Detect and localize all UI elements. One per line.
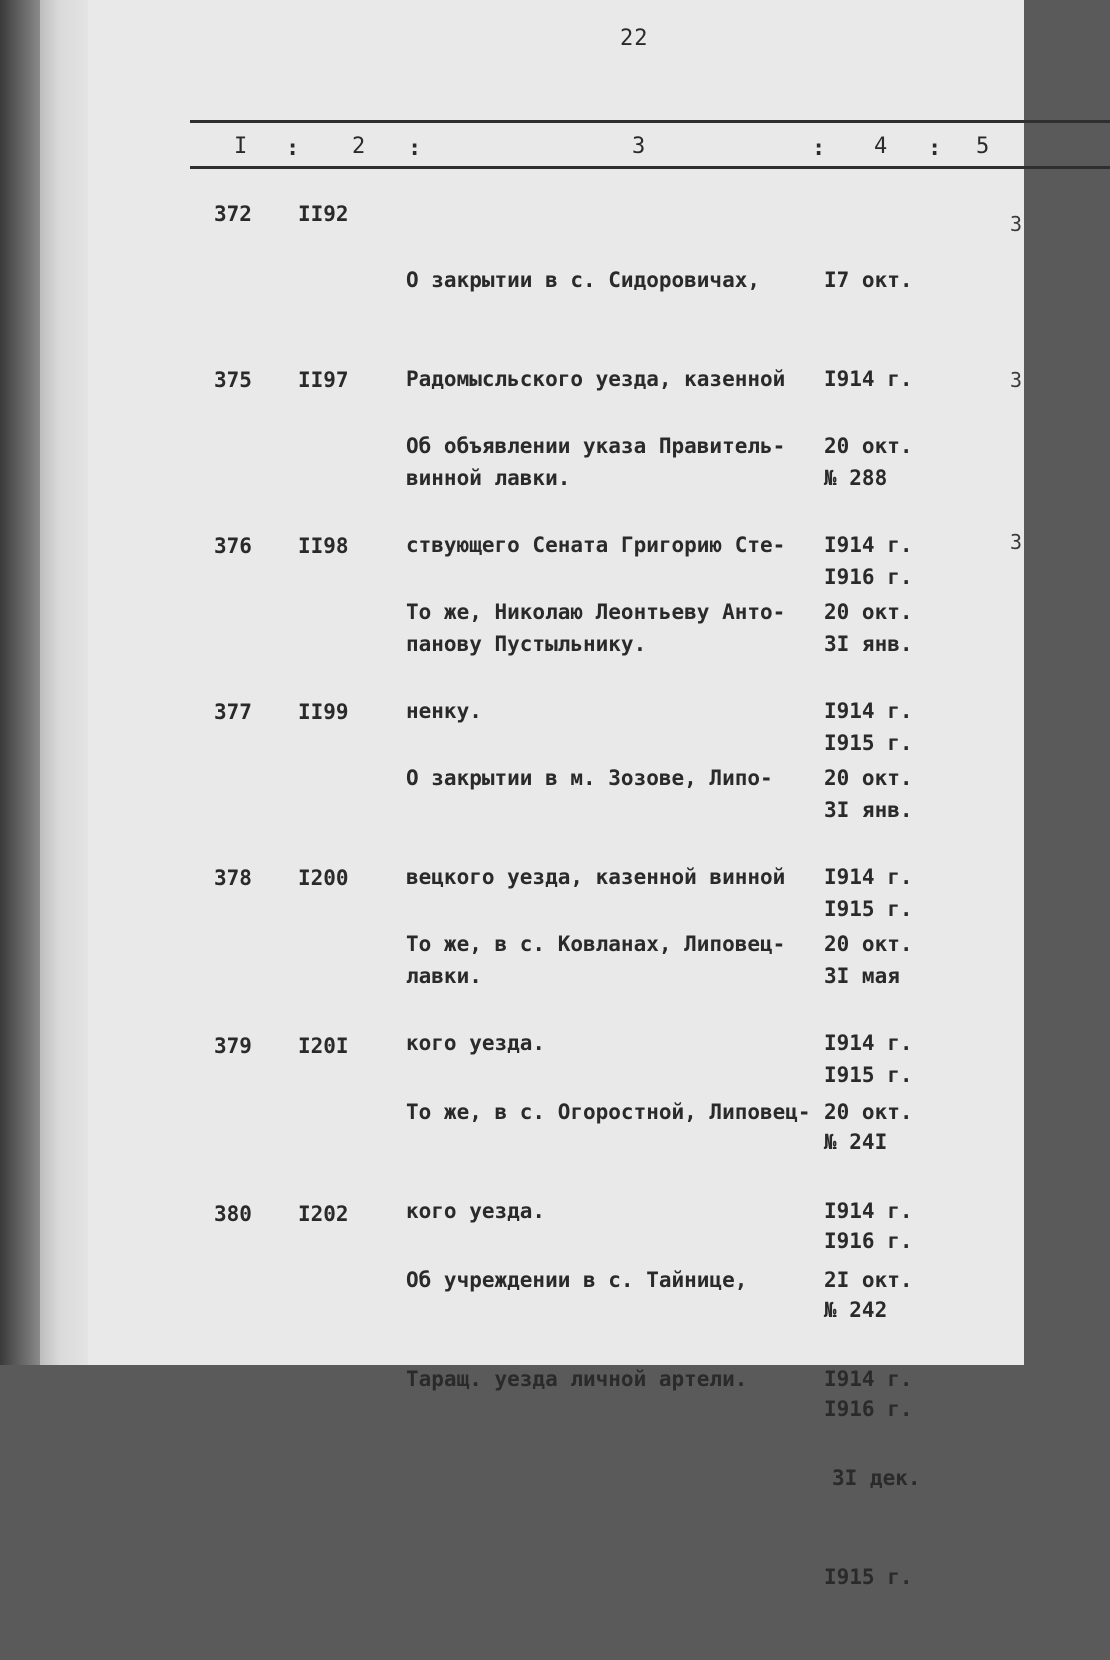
description-line: Об объявлении указа Правитель-: [406, 434, 786, 458]
description-line: То же, Николаю Леонтьеву Анто-: [406, 600, 786, 624]
date-line: I914 г.: [824, 367, 913, 391]
description-line: ненку.: [406, 699, 482, 723]
entry-reference: I202: [298, 1202, 349, 1226]
description-line: ствующего Сената Григорию Сте-: [406, 533, 786, 557]
description-line: То же, в с. Ковланах, Липовец-: [406, 932, 786, 956]
entry-number: 378: [214, 866, 252, 890]
description-line: винной лавки.: [406, 466, 571, 490]
entry-reference: II97: [298, 368, 349, 392]
description-line: лавки.: [406, 964, 482, 988]
entry-number: 375: [214, 368, 252, 392]
description-line: вецкого уезда, казенной винной: [406, 865, 786, 889]
description-line: кого уезда.: [406, 1199, 546, 1223]
date-line: № 24I: [824, 1130, 888, 1154]
binder-edge: [0, 0, 40, 1365]
entry-number: 377: [214, 700, 252, 724]
entry-reference: II99: [298, 700, 349, 724]
margin-mark: 3: [1010, 368, 1023, 392]
column-header-2: 2: [352, 134, 366, 159]
entry-reference: I200: [298, 866, 349, 890]
column-separator: :: [812, 136, 826, 161]
table-header-bottom-rule: [190, 166, 1110, 169]
entry-reference: II98: [298, 534, 349, 558]
date-line: I915 г.: [824, 1565, 913, 1589]
description-line: кого уезда.: [406, 1031, 546, 1055]
date-line: I914 г.: [824, 865, 913, 889]
date-line: 20 окт.: [824, 434, 913, 458]
page-number: 22: [620, 26, 649, 51]
entry-number: 379: [214, 1034, 252, 1058]
description-line: Радомысльского уезда, казенной: [406, 367, 786, 391]
description-line: О закрытии в м. Зозове, Липо-: [406, 766, 773, 790]
description-line: Таращ. уезда личной артели.: [406, 1367, 748, 1391]
date-line: 3I мая: [824, 964, 900, 988]
description-line: О закрытии в с. Сидоровичах,: [406, 268, 761, 292]
column-separator: :: [286, 136, 300, 161]
column-separator: :: [928, 136, 942, 161]
date-line: 3I янв.: [824, 798, 913, 822]
date-line: 20 окт.: [824, 932, 913, 956]
column-header-4: 4: [874, 134, 888, 159]
date-line: 3I янв.: [824, 632, 913, 656]
description-line: То же, в с. Огоростной, Липовец-: [406, 1100, 811, 1124]
date-line: № 288: [824, 466, 888, 490]
date-line: I915 г.: [824, 1063, 913, 1087]
column-header-1: I: [234, 134, 248, 159]
entry-number: 372: [214, 202, 252, 226]
column-separator: :: [408, 136, 422, 161]
date-line: № 242: [824, 1298, 888, 1322]
date-line: I914 г.: [824, 1367, 913, 1391]
entry-number: 380: [214, 1202, 252, 1226]
date-line: 20 окт.: [824, 1100, 913, 1124]
date-line: I914 г.: [824, 1031, 913, 1055]
margin-mark: 3: [1010, 530, 1023, 554]
description-line: панову Пустыльнику.: [406, 632, 647, 656]
date-line: 20 окт.: [824, 766, 913, 790]
entry-dates: [824, 1198, 925, 1660]
column-header-3: 3: [632, 134, 646, 159]
margin-mark: 3: [1010, 212, 1023, 236]
date-line: 20 окт.: [824, 600, 913, 624]
date-line: I916 г.: [824, 565, 913, 589]
page-fold-shadow: [40, 0, 90, 1365]
date-line: I914 г.: [824, 1199, 913, 1223]
entry-reference: II92: [298, 202, 349, 226]
column-header-5: 5: [976, 134, 990, 159]
date-line: I914 г.: [824, 699, 913, 723]
date-line: I7 окт.: [824, 268, 913, 292]
entry-reference: I20I: [298, 1034, 349, 1058]
document-page: [88, 0, 1024, 1589]
date-line: I916 г.: [824, 1229, 913, 1253]
date-line: I914 г.: [824, 533, 913, 557]
entry-description: [406, 1198, 747, 1462]
date-line: I915 г.: [824, 731, 913, 755]
date-line: I915 г.: [824, 897, 913, 921]
date-line: I916 г.: [824, 1397, 913, 1421]
table-header-top-rule: [190, 120, 1110, 123]
date-line: 2I окт.: [824, 1268, 913, 1292]
description-line: Об учреждении в с. Тайнице,: [406, 1268, 748, 1292]
date-line: 3I дек.: [832, 1466, 921, 1490]
entry-number: 376: [214, 534, 252, 558]
